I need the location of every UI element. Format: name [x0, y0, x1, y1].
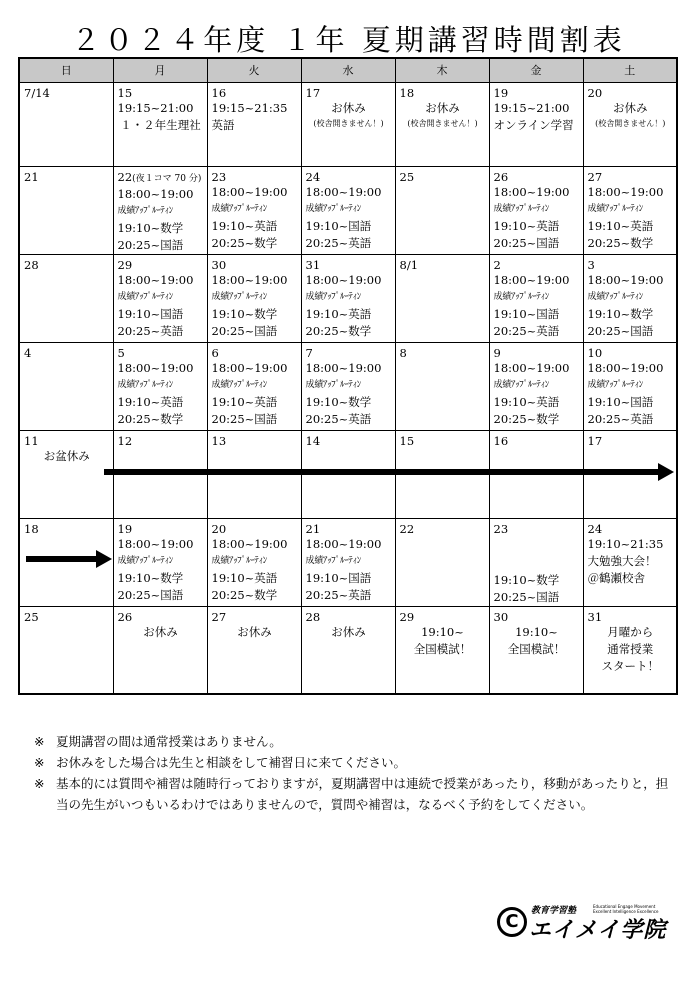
- day-cell: [19, 166, 113, 254]
- day-number-text: 15: [117, 85, 133, 100]
- schedule-line: 19:10~国語: [493, 306, 560, 321]
- day-number-text: 19: [117, 521, 133, 536]
- schedule-line: お休み: [237, 624, 272, 639]
- weekday-header: 木: [395, 58, 489, 82]
- day-cell: [113, 606, 207, 694]
- day-number: [24, 434, 110, 448]
- day-number-text: 11: [24, 433, 39, 448]
- day-number: [212, 346, 298, 360]
- schedule-line: 成績ｱｯﾌﾟﾙｰﾃｨﾝ: [305, 379, 362, 390]
- day-number: [588, 170, 674, 184]
- day-number: [306, 170, 392, 184]
- day-number: [494, 170, 580, 184]
- schedule-line: ＠鶴瀬校舎: [587, 570, 645, 585]
- week-row: [19, 82, 677, 166]
- weekday-header: 日: [19, 58, 113, 82]
- schedule-line: 19:10~国語: [587, 394, 654, 409]
- day-number-text: 30: [211, 257, 227, 272]
- weekday-header: 土: [583, 58, 677, 82]
- day-number-text: 8: [399, 345, 407, 360]
- day-number-text: 18: [24, 521, 39, 536]
- day-number: [494, 434, 580, 448]
- day-number: [588, 522, 674, 536]
- day-number-text: 27: [587, 169, 603, 184]
- logo-english: Educational Engage Movement Excellent Intelligence Excellence: [593, 904, 659, 914]
- day-number: [118, 522, 204, 536]
- schedule-line: 18:00~19:00: [117, 272, 194, 287]
- schedule-line: 18:00~19:00: [305, 184, 382, 199]
- day-cell: [583, 254, 677, 342]
- day-cell: [301, 166, 395, 254]
- day-cell: [113, 518, 207, 606]
- schedule-line: 18:00~19:00: [117, 186, 194, 201]
- day-number-text: 28: [305, 609, 321, 624]
- weekday-header: 月: [113, 58, 207, 82]
- day-number: [118, 86, 204, 100]
- day-number-text: 31: [587, 609, 603, 624]
- day-number-text: 26: [493, 169, 509, 184]
- schedule-line: 18:00~19:00: [587, 272, 664, 287]
- day-number-text: 2: [493, 257, 501, 272]
- day-number-text: 13: [211, 433, 227, 448]
- day-number-text: 17: [587, 433, 603, 448]
- day-cell: [301, 606, 395, 694]
- day-number-text: 22: [399, 521, 415, 536]
- day-number: [400, 86, 486, 100]
- schedule-line: (校舎開きません！): [407, 118, 478, 128]
- schedule-line: １・２年生理社: [120, 117, 201, 132]
- day-cell: [301, 342, 395, 430]
- day-cell: [301, 254, 395, 342]
- day-number-text: 8/1: [399, 257, 419, 272]
- schedule-line: 成績ｱｯﾌﾟﾙｰﾃｨﾝ: [211, 555, 268, 566]
- schedule-line: 19:10~英語: [493, 394, 560, 409]
- day-number: [588, 86, 674, 100]
- day-number-text: 5: [117, 345, 125, 360]
- weekday-header-row: [19, 58, 677, 82]
- schedule-line: 成績ｱｯﾌﾟﾙｰﾃｨﾝ: [587, 291, 644, 302]
- day-number-text: 22: [117, 169, 133, 184]
- schedule-line: 20:25~国語: [117, 237, 184, 252]
- schedule-line: 19:10~英語: [493, 218, 560, 233]
- schedule-line: 20:25~英語: [587, 411, 654, 426]
- schedule-line: 20:25~国語: [493, 589, 560, 604]
- day-number: [24, 346, 110, 360]
- schedule-line: 成績ｱｯﾌﾟﾙｰﾃｨﾝ: [117, 379, 174, 390]
- week-row: [19, 166, 677, 254]
- schedule-line: 成績ｱｯﾌﾟﾙｰﾃｨﾝ: [211, 379, 268, 390]
- day-cell: [395, 518, 489, 606]
- day-number-text: 6: [211, 345, 219, 360]
- day-number-text: 23: [211, 169, 227, 184]
- day-cell: [583, 606, 677, 694]
- day-cell: [395, 342, 489, 430]
- schedule-line: 18:00~19:00: [305, 360, 382, 375]
- day-cell: [113, 342, 207, 430]
- schedule-line: 19:15~21:00: [493, 100, 570, 115]
- day-cell: [583, 518, 677, 606]
- day-number-text: 30: [493, 609, 509, 624]
- day-number: [494, 346, 580, 360]
- schedule-line: 成績ｱｯﾌﾟﾙｰﾃｨﾝ: [211, 203, 268, 214]
- schedule-line: 19:10~: [421, 624, 464, 639]
- schedule-line: 成績ｱｯﾌﾟﾙｰﾃｨﾝ: [305, 203, 362, 214]
- schedule-line: 18:00~19:00: [305, 536, 382, 551]
- schedule-line: 19:10~国語: [305, 218, 372, 233]
- day-cell: [395, 606, 489, 694]
- schedule-line: 成績ｱｯﾌﾟﾙｰﾃｨﾝ: [117, 291, 174, 302]
- day-number: [24, 170, 110, 184]
- day-number: [306, 522, 392, 536]
- schedule-line: (校舎開きません！): [313, 118, 384, 128]
- schedule-line: お休み: [331, 100, 366, 115]
- day-cell: [207, 342, 301, 430]
- schedule-line: 18:00~19:00: [211, 536, 288, 551]
- day-cell: [489, 254, 583, 342]
- schedule-line: 20:25~数学: [305, 323, 372, 338]
- day-number: [24, 86, 110, 100]
- day-cell: [583, 166, 677, 254]
- schedule-line: 成績ｱｯﾌﾟﾙｰﾃｨﾝ: [587, 379, 644, 390]
- note-mark: ※: [34, 776, 45, 791]
- schedule-line: 20:25~数学: [117, 411, 184, 426]
- day-number-text: 29: [117, 257, 133, 272]
- page-title: ２０２４年度 １年 夏期講習時間割表: [71, 23, 626, 57]
- day-number-text: 14: [305, 433, 321, 448]
- day-cell: [113, 254, 207, 342]
- schedule-line: 19:15~21:35: [211, 100, 288, 115]
- day-number: [400, 258, 486, 272]
- day-number-text: 27: [211, 609, 227, 624]
- schedule-line: 18:00~19:00: [587, 184, 664, 199]
- day-number-text: 24: [305, 169, 321, 184]
- timetable: [18, 57, 678, 695]
- day-number-text: 17: [305, 85, 321, 100]
- schedule-line: 18:00~19:00: [493, 184, 570, 199]
- day-number-text: 31: [305, 257, 321, 272]
- day-number-text: 18: [399, 85, 415, 100]
- schedule-line: 成績ｱｯﾌﾟﾙｰﾃｨﾝ: [211, 291, 268, 302]
- day-number-text: 7/14: [24, 85, 50, 100]
- schedule-line: 成績ｱｯﾌﾟﾙｰﾃｨﾝ: [305, 291, 362, 302]
- day-number: [306, 434, 392, 448]
- note-text: 夏期講習の間は通常授業はありません。: [56, 734, 282, 749]
- day-number-text: 9: [493, 345, 501, 360]
- note-mark: ※: [34, 734, 45, 749]
- schedule-line: 成績ｱｯﾌﾟﾙｰﾃｨﾝ: [117, 555, 174, 566]
- schedule-line: 20:25~国語: [117, 587, 184, 602]
- schedule-line: 20:25~国語: [211, 411, 278, 426]
- day-cell: [207, 254, 301, 342]
- week-row: [19, 518, 677, 606]
- schedule-line: 19:10~英語: [587, 218, 654, 233]
- schedule-line: 20:25~数学: [493, 411, 560, 426]
- weekday-header: 金: [489, 58, 583, 82]
- schedule-line: 成績ｱｯﾌﾟﾙｰﾃｨﾝ: [493, 379, 550, 390]
- day-number: [118, 258, 204, 272]
- day-number-text: 28: [24, 257, 39, 272]
- day-number: [494, 522, 580, 536]
- day-cell: [207, 518, 301, 606]
- day-number: [118, 346, 204, 360]
- day-cell: [489, 518, 583, 606]
- day-number: [118, 170, 204, 186]
- day-cell: [19, 342, 113, 430]
- schedule-line: 18:00~19:00: [211, 184, 288, 199]
- schedule-line: 19:15~21:00: [117, 100, 194, 115]
- schedule-line: 20:25~英語: [305, 235, 372, 250]
- notes-section: [34, 731, 674, 815]
- day-number: [306, 258, 392, 272]
- schedule-line: お休み: [331, 624, 366, 639]
- note-mark: ※: [34, 755, 45, 770]
- day-number-text: 16: [493, 433, 509, 448]
- day-number: [118, 610, 204, 624]
- day-number-text: 15: [399, 433, 415, 448]
- day-number: [306, 346, 392, 360]
- spacer: [494, 536, 580, 554]
- note-text: お休みをした場合は先生と相談をして補習日に来てください。: [56, 755, 407, 770]
- logo-name: エイメイ学院: [529, 918, 667, 943]
- day-number: [400, 434, 486, 448]
- day-cell: [489, 82, 583, 166]
- day-number-text: 26: [117, 609, 133, 624]
- schedule-line: 成績ｱｯﾌﾟﾙｰﾃｨﾝ: [493, 203, 550, 214]
- day-number: [212, 170, 298, 184]
- day-cell: [489, 606, 583, 694]
- day-number: [118, 434, 204, 448]
- schedule-line: 19:10~数学: [305, 394, 372, 409]
- day-number: [212, 610, 298, 624]
- schedule-line: お休み: [425, 100, 460, 115]
- schedule-line: 18:00~19:00: [305, 272, 382, 287]
- day-number: [400, 346, 486, 360]
- schedule-line: 月曜から: [607, 624, 654, 639]
- schedule-line: 20:25~国語: [587, 323, 654, 338]
- day-number: [494, 610, 580, 624]
- day-cell: [301, 518, 395, 606]
- day-cell: [301, 82, 395, 166]
- week-row: [19, 254, 677, 342]
- schedule-line: 18:00~19:00: [211, 360, 288, 375]
- day-number: [588, 258, 674, 272]
- weekday-header: 水: [301, 58, 395, 82]
- day-number-text: 12: [117, 433, 133, 448]
- schedule-line: 19:10~21:35: [587, 536, 664, 551]
- day-number-text: 21: [24, 169, 39, 184]
- schedule-line: 成績ｱｯﾌﾟﾙｰﾃｨﾝ: [117, 205, 174, 216]
- day-number: [212, 86, 298, 100]
- day-number-text: 10: [587, 345, 603, 360]
- day-number: [306, 86, 392, 100]
- schedule-line: 19:10~数学: [211, 306, 278, 321]
- day-number: [24, 258, 110, 272]
- schedule-line: お休み: [613, 100, 648, 115]
- schedule-line: 19:10~数学: [587, 306, 654, 321]
- schedule-line: 19:10~英語: [117, 394, 184, 409]
- weekday-header: 火: [207, 58, 301, 82]
- schedule-line: 成績ｱｯﾌﾟﾙｰﾃｨﾝ: [587, 203, 644, 214]
- day-cell: [19, 254, 113, 342]
- day-number: [400, 610, 486, 624]
- schedule-line: 19:10~英語: [211, 570, 278, 585]
- day-number-text: 25: [24, 609, 39, 624]
- school-logo: [497, 903, 667, 943]
- day-cell: [207, 166, 301, 254]
- day-number-text: 7: [305, 345, 313, 360]
- day-cell: [19, 430, 113, 518]
- day-cell: [395, 166, 489, 254]
- day-number: [400, 522, 486, 536]
- schedule-line: 20:25~英語: [305, 587, 372, 602]
- day-cell: [489, 342, 583, 430]
- schedule-line: 19:10~英語: [211, 394, 278, 409]
- schedule-line: 20:25~数学: [587, 235, 654, 250]
- day-number: [400, 170, 486, 184]
- day-cell: [583, 82, 677, 166]
- day-number-text: 29: [399, 609, 415, 624]
- schedule-line: 18:00~19:00: [117, 360, 194, 375]
- day-note: (夜１コマ 70 分): [132, 173, 202, 184]
- schedule-line: お休み: [143, 624, 178, 639]
- schedule-line: 20:25~数学: [211, 587, 278, 602]
- day-cell: [19, 606, 113, 694]
- day-number-text: 19: [493, 85, 509, 100]
- day-number: [588, 346, 674, 360]
- schedule-line: 18:00~19:00: [117, 536, 194, 551]
- day-cell: [113, 82, 207, 166]
- day-number-text: 25: [399, 169, 415, 184]
- schedule-line: 19:10~数学: [493, 572, 560, 587]
- day-number-text: 3: [587, 257, 595, 272]
- resume-arrow-icon: [26, 550, 112, 568]
- day-number-text: 24: [587, 521, 603, 536]
- day-cell: [19, 82, 113, 166]
- logo-subtitle: 教育学習塾: [531, 906, 577, 916]
- week-row: [19, 342, 677, 430]
- schedule-line: 英語: [211, 117, 235, 132]
- day-number-text: 23: [493, 521, 509, 536]
- schedule-line: 20:25~英語: [493, 323, 560, 338]
- schedule-line: (校舎開きません！): [595, 118, 666, 128]
- day-cell: [207, 82, 301, 166]
- note-text: 基本的には質問や補習は随時行っておりますが，夏期講習中は連続で授業があったり，移動があったりと，担当の先生がいつもいるわけではありませんので，質問や補習は，なるべく予約をしてください。: [56, 776, 669, 812]
- schedule-line: 19:10~英語: [211, 218, 278, 233]
- schedule-line: 成績ｱｯﾌﾟﾙｰﾃｨﾝ: [493, 291, 550, 302]
- schedule-line: 18:00~19:00: [493, 272, 570, 287]
- schedule-line: 通常授業: [607, 641, 654, 656]
- day-number: [588, 610, 674, 624]
- schedule-line: 18:00~19:00: [211, 272, 288, 287]
- note-item: [34, 773, 674, 815]
- schedule-line: 全国模試！: [413, 641, 472, 656]
- day-cell: [489, 166, 583, 254]
- day-number-text: 4: [24, 345, 32, 360]
- day-number-text: 21: [305, 521, 321, 536]
- schedule-line: 全国模試！: [507, 641, 566, 656]
- schedule-line: オンライン学習: [493, 117, 574, 132]
- spacer: [494, 554, 580, 572]
- note-item: [34, 731, 674, 752]
- day-number: [212, 434, 298, 448]
- schedule-line: 20:25~国語: [211, 323, 278, 338]
- note-item: [34, 752, 674, 773]
- day-cell: [207, 606, 301, 694]
- schedule-line: 19:10~数学: [117, 220, 184, 235]
- day-cell: [395, 82, 489, 166]
- schedule-line: 18:00~19:00: [587, 360, 664, 375]
- schedule-line: 18:00~19:00: [493, 360, 570, 375]
- schedule-line: お盆休み: [43, 448, 90, 463]
- schedule-line: 19:10~国語: [117, 306, 184, 321]
- day-number: [24, 610, 110, 624]
- schedule-line: 19:10~数学: [117, 570, 184, 585]
- day-cell: [395, 254, 489, 342]
- schedule-line: スタート！: [601, 658, 659, 673]
- day-number: [494, 258, 580, 272]
- day-number: [306, 610, 392, 624]
- schedule-line: 20:25~国語: [493, 235, 560, 250]
- day-cell: [583, 342, 677, 430]
- day-number-text: 20: [211, 521, 227, 536]
- day-number: [212, 258, 298, 272]
- day-number: [24, 522, 110, 536]
- schedule-line: 大勉強大会！: [587, 553, 657, 568]
- schedule-line: 20:25~英語: [117, 323, 184, 338]
- schedule-line: 成績ｱｯﾌﾟﾙｰﾃｨﾝ: [305, 555, 362, 566]
- schedule-line: 19:10~英語: [305, 306, 372, 321]
- day-number-text: 20: [587, 85, 603, 100]
- schedule-line: 20:25~数学: [211, 235, 278, 250]
- day-number: [494, 86, 580, 100]
- schedule-line: 19:10~: [515, 624, 558, 639]
- schedule-line: 20:25~英語: [305, 411, 372, 426]
- day-number: [212, 522, 298, 536]
- obon-holiday-arrow-icon: [104, 463, 674, 481]
- week-row: [19, 606, 677, 694]
- day-number-text: 16: [211, 85, 227, 100]
- logo-mark-icon: C: [497, 907, 527, 937]
- schedule-line: 19:10~国語: [305, 570, 372, 585]
- day-cell: [113, 166, 207, 254]
- day-number: [588, 434, 674, 448]
